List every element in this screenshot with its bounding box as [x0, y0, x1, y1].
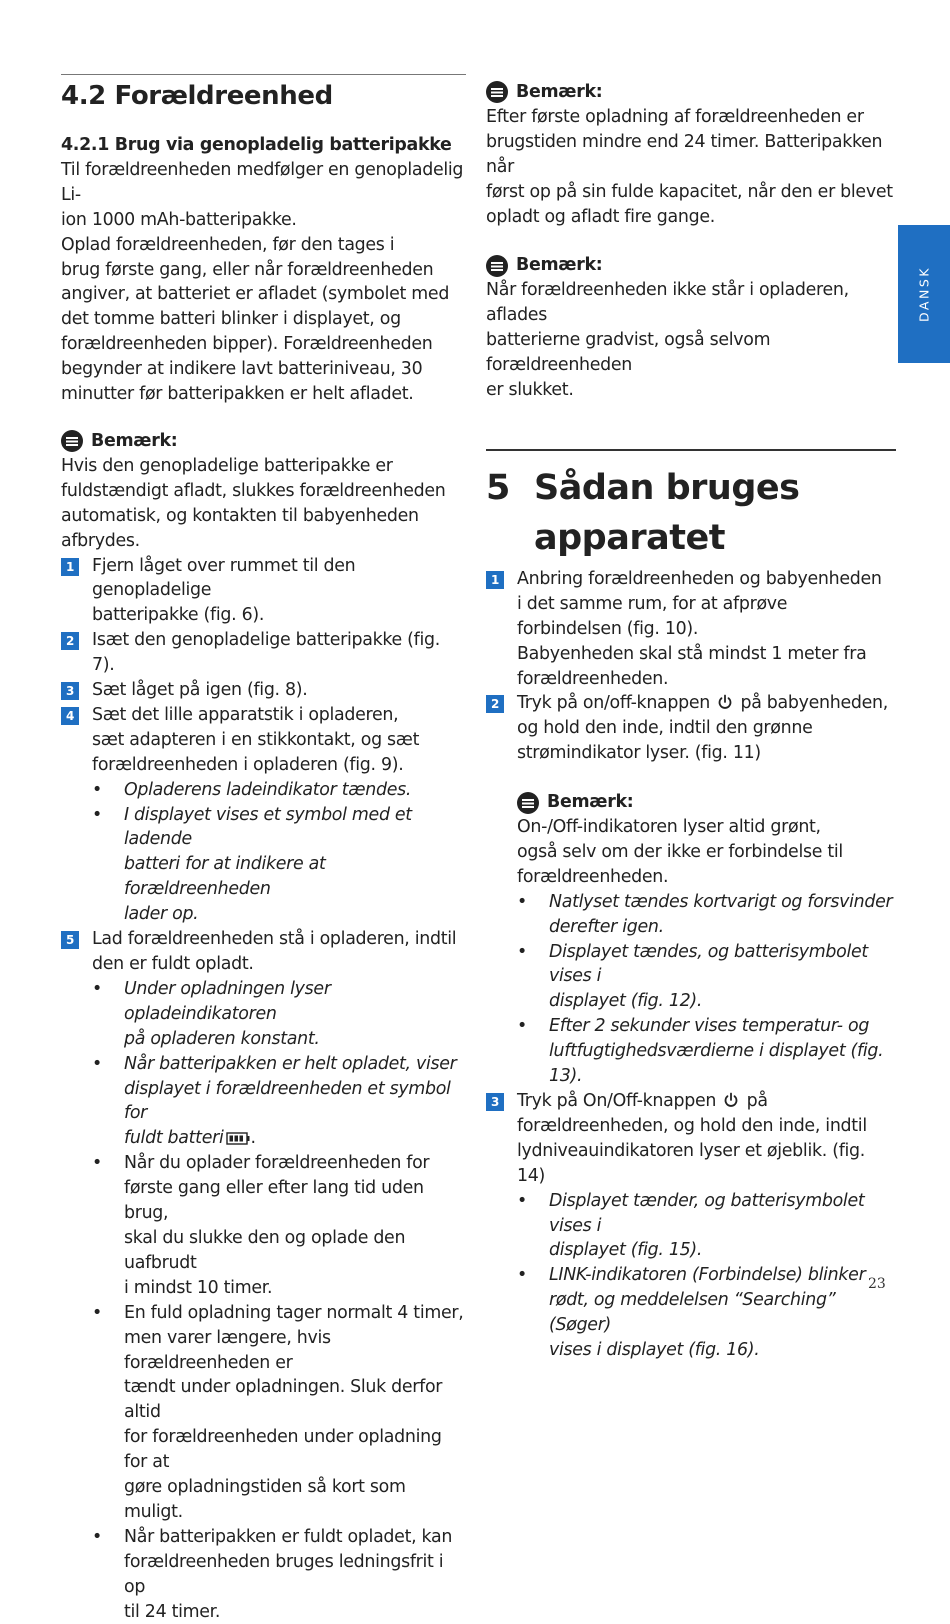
text-line: først op på sin fulde kapacitet, når den er blevet — [486, 180, 896, 205]
note-icon — [61, 430, 83, 452]
bullet-line — [549, 1338, 896, 1363]
text-line: forbindelsen (fig. 10). — [517, 617, 896, 642]
text-line: minutter før batteripakken er helt afladet. — [61, 382, 466, 407]
bullet-line-text: på opladeren konstant. — [124, 1029, 320, 1049]
bullet-line — [124, 1027, 466, 1052]
bullet-item — [92, 1301, 466, 1525]
bullet-line-text: Når du oplader forældreenheden for — [124, 1153, 429, 1173]
intro-paragraph — [61, 158, 466, 407]
step-line: forældreenheden i opladeren (fig. 9). — [92, 753, 466, 778]
note-icon — [517, 792, 539, 814]
bullet-dot: • — [517, 1014, 527, 1039]
page-number: 23 — [868, 1276, 886, 1292]
bullet-line — [549, 1039, 896, 1089]
text-line: Hvis den genopladelige batteripakke er — [61, 454, 466, 479]
note-label: Bemærk: — [516, 253, 602, 278]
note-text — [517, 815, 896, 890]
bullet-line — [124, 1525, 466, 1550]
bullet-list — [92, 977, 466, 1624]
bullet-item — [92, 1525, 466, 1624]
note-icon — [486, 81, 508, 103]
step-number: 2 — [61, 632, 79, 650]
bullet-list — [92, 778, 466, 927]
bullet-line-text: gøre opladningstiden så kort som muligt. — [124, 1477, 406, 1522]
step-item — [61, 678, 466, 703]
bullet-line-text: Under opladningen lyser opladeindikatoren — [124, 979, 331, 1024]
text-line: automatisk, og kontakten til babyenheden — [61, 504, 466, 529]
bullet-line-text: Displayet tændes, og batterisymbolet vises i — [549, 942, 868, 987]
text-line: strømindikator lyser. (fig. 11) — [517, 741, 896, 766]
bullet-dot: • — [92, 803, 102, 828]
bullet-dot: • — [92, 1525, 102, 1550]
bullet-line — [549, 989, 896, 1014]
step-text-post: på babyenheden, — [740, 693, 887, 713]
bullet-list — [517, 890, 896, 1089]
language-tab-label: DANSK — [917, 266, 932, 322]
period-text: . — [250, 1128, 255, 1148]
bullet-dot: • — [92, 1301, 102, 1326]
step-line: batteripakke (fig. 6). — [92, 603, 466, 628]
step-number: 4 — [61, 707, 79, 725]
bullet-line — [124, 1276, 466, 1301]
bullet-dot: • — [92, 778, 102, 803]
step-number: 3 — [61, 682, 79, 700]
note-heading — [486, 253, 896, 278]
bullet-line-text: men varer længere, hvis forældreenheden er — [124, 1328, 331, 1373]
step-text — [517, 1089, 896, 1363]
steps-list — [486, 567, 896, 766]
steps-list — [486, 1089, 896, 1363]
bullet-line-text: derefter igen. — [549, 917, 664, 937]
text-line: også selv om der ikke er forbindelse til — [517, 840, 896, 865]
bullet-line-text: displayet i forældreenheden et symbol for — [124, 1079, 451, 1124]
bullet-dot: • — [92, 1052, 102, 1077]
bullet-line — [124, 778, 466, 803]
note-label: Bemærk: — [547, 790, 633, 815]
bullet-line — [124, 1425, 466, 1475]
step-item — [61, 927, 466, 1624]
text-line: forældreenheden. — [517, 865, 896, 890]
section-title: 4.2 Forældreenhed — [61, 79, 466, 113]
step-number: 3 — [486, 1093, 504, 1111]
bullet-line — [124, 1301, 466, 1326]
bullet-line — [549, 915, 896, 940]
power-icon — [723, 1092, 739, 1108]
text-line: brug første gang, eller når forældreenheden — [61, 258, 466, 283]
step-number: 1 — [486, 571, 504, 589]
bullet-line-text: Når batteripakken er fuldt opladet, kan — [124, 1527, 452, 1547]
text-line: forældreenheden. — [517, 667, 896, 692]
bullet-line-text: luftfugtighedsværdierne i displayet (fig. 13). — [549, 1041, 883, 1086]
text-line: Til forældreenheden medfølger en genopladelig Li- — [61, 158, 466, 208]
step-text — [517, 691, 896, 766]
text-line: er slukket. — [486, 378, 896, 403]
bullet-line-text: batteri for at indikere at forældreenheden — [124, 854, 326, 899]
bullet-line — [124, 1326, 466, 1376]
text-line: det tomme batteri blinker i displayet, og — [61, 307, 466, 332]
text-line: Anbring forældreenheden og babyenheden — [517, 567, 896, 592]
note-heading — [517, 790, 896, 815]
bullet-line-text: Når batteripakken er helt opladet, viser — [124, 1054, 457, 1074]
bullet-line — [549, 1238, 896, 1263]
bullet-list — [517, 1189, 896, 1363]
bullet-line-text: for forældreenheden under opladning for at — [124, 1427, 442, 1472]
step-text — [517, 567, 896, 692]
bullet-item — [92, 803, 466, 928]
bullet-line-text: vises i displayet (fig. 16). — [549, 1340, 760, 1360]
text-line: og hold den inde, indtil den grønne — [517, 716, 896, 741]
bullet-line-text: skal du slukke den og oplade den uafbrudt — [124, 1228, 405, 1273]
step-line: Lad forældreenheden stå i opladeren, indtil — [92, 927, 466, 952]
bullet-line — [549, 1263, 896, 1288]
text-line: batterierne gradvist, også selvom forældreenheden — [486, 328, 896, 378]
text-line: lydniveauindikatoren lyser et øjeblik. (fig. 14) — [517, 1139, 896, 1189]
step-text-pre: Tryk på on/off-knappen — [517, 693, 710, 713]
text-line: forældreenheden bipper). Forældreenheden — [61, 332, 466, 357]
text-line: brugstiden mindre end 24 timer. Batteripakken når — [486, 130, 896, 180]
bullet-line — [124, 902, 466, 927]
text-line: Oplad forældreenheden, før den tages i — [61, 233, 466, 258]
bullet-line — [124, 1226, 466, 1276]
bullet-line-text: forældreenheden bruges ledningsfrit i op — [124, 1552, 443, 1597]
text-line: ion 1000 mAh-batteripakke. — [61, 208, 466, 233]
chapter-title-line: apparatet — [534, 513, 896, 563]
language-tab — [898, 225, 950, 363]
bullet-line-text: til 24 timer. — [124, 1602, 220, 1622]
bullet-line — [549, 890, 896, 915]
bullet-line — [124, 852, 466, 902]
bullet-item — [517, 1263, 896, 1363]
note-heading — [486, 80, 896, 105]
subsection-title: 4.2.1 Brug via genopladelig batteripakke — [61, 133, 466, 158]
note-block — [486, 790, 896, 1089]
bullet-line — [124, 1550, 466, 1600]
bullet-dot: • — [517, 1189, 527, 1214]
bullet-dot: • — [517, 1263, 527, 1288]
step-item — [486, 1089, 896, 1363]
chapter-number: 5 — [486, 463, 510, 513]
step-number: 2 — [486, 695, 504, 713]
bullet-line — [124, 1176, 466, 1226]
step-line: den er fuldt opladt. — [92, 952, 466, 977]
bullet-line-text: Efter 2 sekunder vises temperatur- og — [549, 1016, 869, 1036]
bullet-line-text: Natlyset tændes kortvarigt og forsvinder — [549, 892, 892, 912]
left-column — [61, 74, 466, 1624]
bullet-line-text: displayet (fig. 15). — [549, 1240, 702, 1260]
note-icon — [486, 255, 508, 277]
bullet-line-text: fuldt batteri — [124, 1128, 223, 1148]
steps-list — [61, 554, 466, 1624]
bullet-dot: • — [517, 890, 527, 915]
bullet-line — [124, 977, 466, 1027]
power-icon — [717, 694, 733, 710]
step-line: Sæt det lille apparatstik i opladeren, — [92, 703, 466, 728]
text-line: Når forældreenheden ikke står i opladeren, aflades — [486, 278, 896, 328]
text-line: angiver, at batteriet er afladet (symbolet med — [61, 282, 466, 307]
step-item — [486, 567, 896, 692]
bullet-line-text: En fuld opladning tager normalt 4 timer, — [124, 1303, 463, 1323]
text-line: Efter første opladning af forældreenheden er — [486, 105, 896, 130]
step-text-pre: Tryk på On/Off-knappen — [517, 1091, 716, 1111]
bullet-line — [549, 1189, 896, 1239]
bullet-dot: • — [92, 1151, 102, 1176]
note-label: Bemærk: — [516, 80, 602, 105]
text-line: fuldstændigt afladt, slukkes forældreenheden — [61, 479, 466, 504]
text-line: opladt og afladt fire gange. — [486, 205, 896, 230]
bullet-line — [124, 1077, 466, 1127]
step-item — [61, 703, 466, 927]
note-text — [61, 454, 466, 554]
note-heading — [61, 429, 466, 454]
right-column — [486, 74, 896, 1363]
bullet-item — [517, 1189, 896, 1264]
bullet-line — [124, 1600, 466, 1624]
bullet-item — [92, 977, 466, 1052]
bullet-item — [517, 940, 896, 1015]
bullet-line-text: LINK-indikatoren (Forbindelse) blinker — [549, 1265, 865, 1285]
step-line — [517, 691, 896, 716]
text-line: i det samme rum, for at afprøve — [517, 592, 896, 617]
bullet-line-text: første gang eller efter lang tid uden brug, — [124, 1178, 424, 1223]
text-line: On-/Off-indikatoren lyser altid grønt, — [517, 815, 896, 840]
bullet-dot: • — [92, 977, 102, 1002]
text-line: Babyenheden skal stå mindst 1 meter fra — [517, 642, 896, 667]
step-text-post: på — [747, 1091, 768, 1111]
bullet-line — [124, 1375, 466, 1425]
bullet-line — [124, 803, 466, 853]
battery-full-icon — [226, 1132, 250, 1145]
step-item — [61, 554, 466, 629]
bullet-item — [92, 1151, 466, 1300]
bullet-item — [517, 890, 896, 940]
step-line: sæt adapteren i en stikkontakt, og sæt — [92, 728, 466, 753]
bullet-line — [124, 1475, 466, 1525]
step-line — [517, 1089, 896, 1114]
chapter-title-line: Sådan bruges — [534, 463, 896, 513]
bullet-line-text: i mindst 10 timer. — [124, 1278, 272, 1298]
step-line: Isæt den genopladelige batteripakke (fig. 7). — [92, 628, 466, 678]
bullet-line-text: Opladerens ladeindikator tændes. — [124, 780, 411, 800]
bullet-item — [517, 1014, 896, 1089]
step-number: 1 — [61, 558, 79, 576]
bullet-line-text: tændt under opladningen. Sluk derfor altid — [124, 1377, 442, 1422]
bullet-item — [92, 778, 466, 803]
note-text — [486, 278, 896, 403]
step-line: Fjern låget over rummet til den genopladelige — [92, 554, 466, 604]
bullet-line-text: displayet (fig. 12). — [549, 991, 702, 1011]
bullet-line-text: Displayet tænder, og batterisymbolet vises i — [549, 1191, 864, 1236]
bullet-line-text: rødt, og meddelelsen “Searching” (Søger) — [549, 1290, 835, 1335]
bullet-item — [92, 1052, 466, 1152]
bullet-line — [124, 1126, 466, 1151]
note-label: Bemærk: — [91, 429, 177, 454]
bullet-line — [124, 1052, 466, 1077]
bullet-dot: • — [517, 940, 527, 965]
bullet-line — [549, 940, 896, 990]
step-item — [486, 691, 896, 766]
bullet-line-text: I displayet vises et symbol med et ladende — [124, 805, 412, 850]
step-item — [61, 628, 466, 678]
text-line: begynder at indikere lavt batteriniveau, 30 — [61, 357, 466, 382]
bullet-line — [549, 1014, 896, 1039]
step-number: 5 — [61, 931, 79, 949]
bullet-line — [549, 1288, 896, 1338]
chapter-title — [486, 463, 896, 563]
note-text — [486, 105, 896, 230]
text-line: afbrydes. — [61, 529, 466, 554]
bullet-line-text: lader op. — [124, 904, 198, 924]
step-line: Sæt låget på igen (fig. 8). — [92, 678, 466, 703]
bullet-line — [124, 1151, 466, 1176]
text-line: forældreenheden, og hold den inde, indtil — [517, 1114, 896, 1139]
top-rule-left — [61, 74, 466, 75]
